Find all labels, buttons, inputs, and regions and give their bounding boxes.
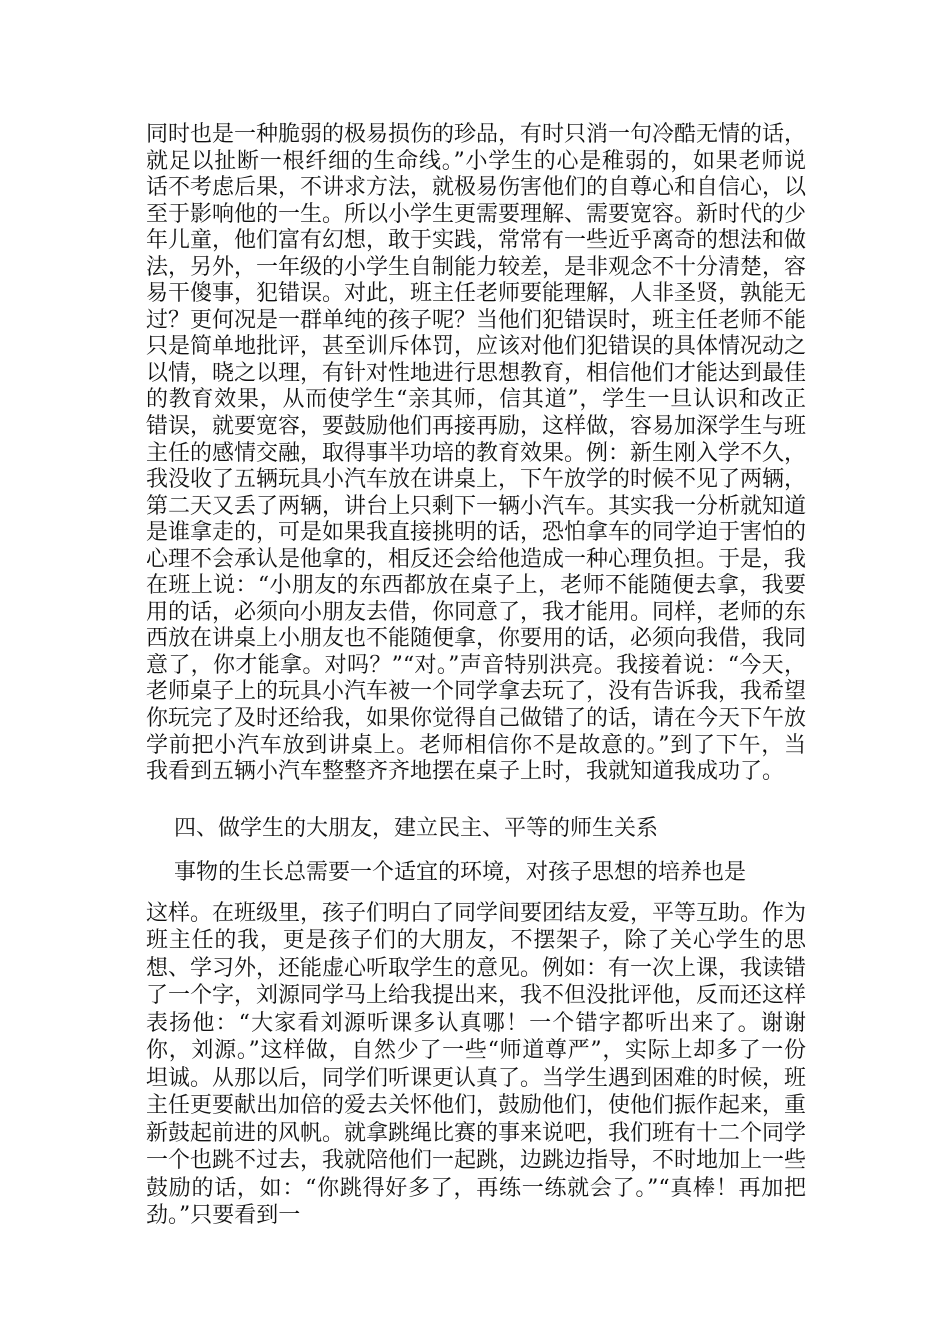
body-paragraph-first-line: 事物的生长总需要一个适宜的环境，对孩子思想的培养也是 <box>174 860 747 885</box>
section-heading: 四、做学生的大朋友，建立民主、平等的师生关系 <box>174 816 659 841</box>
body-paragraph: 这样。在班级里，孩子们明白了同学间要团结友爱，平等互助。作为班主任的我，更是孩子们的大朋友，不摆架子，除了关心学生的思想、学习外，还能虚心听取学生的意见。例如：有一次上课，我读错了一个字，刘源同学马上给我提出来，我不但没批评他，反而还这样表扬他：“大家看刘源听课多认真哪！一个错字都听出来了。谢谢你，刘源。”这样做，自然少了一些“师道尊严”，实际上却多了一份坦诚。从那以后，同学们听课更认真了。当学生遇到困难的时候，班主任更要献出加倍的爱去关怀他们，鼓励他们，使他们振作起来，重新鼓起前进的风帆。就拿跳绳比赛的事来说吧，我们班有十二个同学一个也跳不过去，我就陪他们一起跳，边跳边指导，不时地加上一些鼓励的话，如：“你跳得好多了，再练一练就会了。”“真棒！再加把劲。”只要看到一 <box>146 901 807 1228</box>
body-paragraph: 同时也是一种脆弱的极易损伤的珍品，有时只消一句冷酷无情的话，就足以扯断一根纤细的生命线。”小学生的心是稚弱的，如果老师说话不考虑后果，不讲求方法，就极易伤害他们的自尊心和自信心，以至于影响他的一生。所以小学生更需要理解、需要宽容。新时代的少年儿童，他们富有幻想，敢于实践，常常有一些近乎离奇的想法和做法，另外，一年级的小学生自制能力较差，是非观念不十分清楚，容易干傻事，犯错误。对此，班主任老师要能理解，人非圣贤，孰能无过？更何况是一群单纯的孩子呢？当他们犯错误时，班主任老师不能只是简单地批评，甚至训斥体罚，应该对他们犯错误的具体情况动之以情，晓之以理，有针对性地进行思想教育，相信他们才能达到最佳的教育效果，从而使学生“亲其师，信其道”，学生一旦认识和改正错误，就要宽容，要鼓励他们再接再励，这样做，容易加深学生与班主任的感情交融，取得事半功培的教育效果。例：新生刚入学不久，我没收了五辆玩具小汽车放在讲桌上，下午放学的时候不见了两辆，第二天又丢了两辆，讲台上只剩下一辆小汽车。其实我一分析就知道是谁拿走的，可是如果我直接挑明的话，恐怕拿车的同学迫于害怕的心理不会承认是他拿的，相反还会给他造成一种心理负担。于是，我在班上说：“小朋友的东西都放在桌子上，老师不能随便去拿，我要用的话，必须向小朋友去借，你同意了，我才能用。同样，老师的东西放在讲桌上小朋友也不能随便拿，你要用的话，必须向我借，我同意了，你才能拿。对吗？”“对。”声音特别洪亮。我接着说：“今天，老师桌子上的玩具小汽车被一个同学拿去玩了，没有告诉我，我希望你玩完了及时还给我，如果你觉得自己做错了的话，请在今天下午放学前把小汽车放到讲桌上。老师相信你不是故意的。”到了下午，当我看到五辆小汽车整整齐齐地摆在桌子上时，我就知道我成功了。 <box>146 122 807 785</box>
